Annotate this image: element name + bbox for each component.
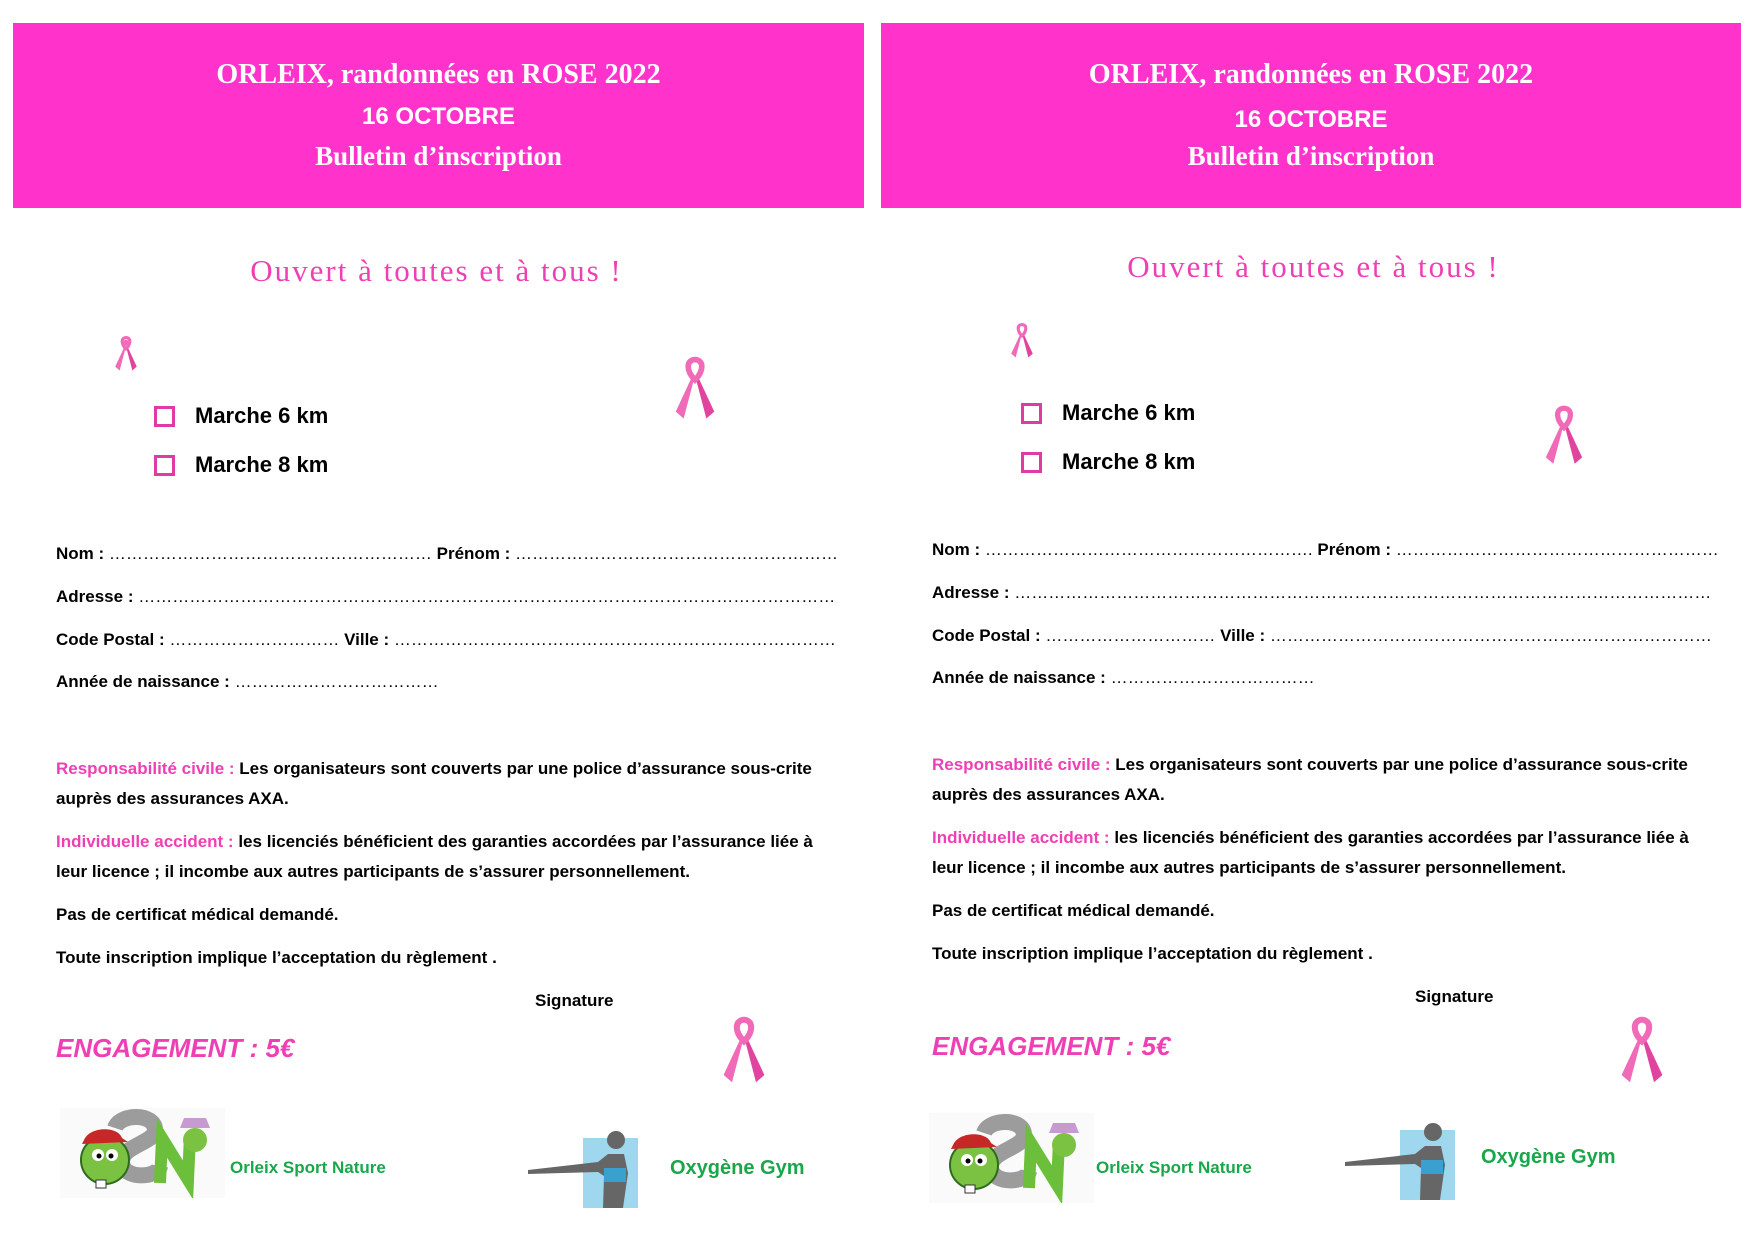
nom-label: Nom : xyxy=(932,540,981,559)
prenom-label: Prénom : xyxy=(436,544,511,563)
checkbox-icon[interactable] xyxy=(154,455,175,476)
cp-ville-row[interactable] xyxy=(932,626,1712,646)
ia-label: Individuelle accident : xyxy=(56,832,234,851)
prenom-label: Prénom : xyxy=(1317,540,1392,559)
annee-line[interactable]: ……………………………… xyxy=(1105,668,1315,687)
ville-line[interactable]: …………………………………………………………………… xyxy=(389,630,836,649)
pink-ribbon-icon xyxy=(720,1015,768,1087)
cp-ville-row[interactable] xyxy=(56,630,836,650)
club-oxygene-gym: Oxygène Gym xyxy=(1481,1146,1616,1168)
prenom-line[interactable]: ………………………………………………… xyxy=(510,544,839,563)
annee-row[interactable] xyxy=(56,672,439,692)
open-to-all-text: Ouvert à toutes et à tous ! xyxy=(1127,249,1500,284)
no-certificate-text: Pas de certificat médical demandé. xyxy=(56,905,339,924)
nom-label: Nom : xyxy=(56,544,105,563)
adresse-line[interactable]: …………………………………………………………………………………………………………… xyxy=(1009,583,1712,602)
header-banner xyxy=(13,23,864,208)
club-orleix-sport-nature: Orleix Sport Nature xyxy=(230,1158,386,1177)
nom-line[interactable]: ………………………………………………… xyxy=(104,544,432,563)
signature-label: Signature xyxy=(1415,987,1494,1006)
ville-label: Ville : xyxy=(1220,626,1266,645)
event-title: ORLEIX, randonnées en ROSE 2022 xyxy=(1088,59,1534,90)
option-marche-8km[interactable] xyxy=(1021,449,1195,475)
cp-line[interactable]: ………………………… xyxy=(1040,626,1216,645)
annee-line[interactable]: ……………………………… xyxy=(229,672,439,691)
event-date: 16 OCTOBRE xyxy=(1234,106,1388,133)
acceptance-text: Toute inscription implique l’acceptation du règlement . xyxy=(932,944,1373,963)
rc-text: Les organisateurs sont couverts par une police d’assurance sous-crite auprès des assurances AXA. xyxy=(56,759,812,808)
ia-label: Individuelle accident : xyxy=(932,828,1110,847)
checkbox-icon[interactable] xyxy=(1021,452,1042,473)
no-certificate-text: Pas de certificat médical demandé. xyxy=(932,901,1215,920)
nom-prenom-row[interactable] xyxy=(56,544,838,564)
option-label: Marche 6 km xyxy=(195,403,329,428)
option-marche-8km[interactable] xyxy=(154,452,328,478)
individuelle-accident-paragraph xyxy=(932,823,1702,883)
club-orleix-sport-nature: Orleix Sport Nature xyxy=(1096,1158,1252,1177)
adresse-row[interactable] xyxy=(932,583,1711,603)
pink-ribbon-icon xyxy=(1618,1015,1666,1087)
form-subtitle: Bulletin d’inscription xyxy=(315,141,562,171)
engagement-price: ENGAGEMENT : 5€ xyxy=(56,1033,295,1063)
checkbox-icon[interactable] xyxy=(1021,403,1042,424)
gym-silhouette-logo xyxy=(528,1128,638,1208)
event-title: ORLEIX, randonnées en ROSE 2022 xyxy=(216,59,661,90)
adresse-label: Adresse : xyxy=(932,583,1010,602)
header-banner xyxy=(881,23,1741,208)
flyer-right xyxy=(877,0,1754,1240)
osn-mascot-logo xyxy=(929,1113,1094,1203)
prenom-line[interactable]: ………………………………………………… xyxy=(1391,540,1719,559)
adresse-label: Adresse : xyxy=(56,587,134,606)
pink-ribbon-icon xyxy=(1008,322,1036,360)
option-marche-6km[interactable] xyxy=(154,403,328,429)
cp-label: Code Postal : xyxy=(932,626,1041,645)
annee-label: Année de naissance : xyxy=(932,668,1106,687)
osn-mascot-logo xyxy=(60,1108,225,1198)
pink-ribbon-icon xyxy=(1542,404,1586,468)
checkbox-icon[interactable] xyxy=(154,406,175,427)
pink-ribbon-icon xyxy=(112,335,140,373)
adresse-line[interactable]: …………………………………………………………………………………………………………… xyxy=(133,587,836,606)
option-marche-6km[interactable] xyxy=(1021,400,1195,426)
responsabilite-civile-paragraph xyxy=(932,750,1702,810)
nom-line[interactable]: …………………………………………………. xyxy=(980,540,1313,559)
ville-label: Ville : xyxy=(344,630,390,649)
rc-label: Responsabilité civile : xyxy=(932,755,1111,774)
adresse-row[interactable] xyxy=(56,587,835,607)
nom-prenom-row[interactable] xyxy=(932,540,1719,560)
event-date: 16 OCTOBRE xyxy=(362,103,515,130)
gym-silhouette-logo xyxy=(1345,1120,1455,1200)
cp-line[interactable]: ………………………… xyxy=(164,630,340,649)
ia-text: les licenciés bénéficient des garanties accordées par l’assurance liée à leur licence ; il incombe aux autres participants de s’assurer personnellement. xyxy=(932,828,1689,877)
option-label: Marche 6 km xyxy=(1062,400,1196,425)
open-to-all-text: Ouvert à toutes et à tous ! xyxy=(250,253,623,288)
acceptance-text: Toute inscription implique l’acceptation du règlement . xyxy=(56,948,497,967)
responsabilite-civile-paragraph xyxy=(56,754,826,814)
rc-text: Les organisateurs sont couverts par une police d’assurance sous-crite auprès des assurances AXA. xyxy=(932,755,1688,804)
form-subtitle: Bulletin d’inscription xyxy=(1187,141,1435,171)
ia-text: les licenciés bénéficient des garanties accordées par l’assurance liée à leur licence ; il incombe aux autres participants de s’assurer personnellement. xyxy=(56,832,813,881)
option-label: Marche 8 km xyxy=(195,452,329,477)
individuelle-accident-paragraph xyxy=(56,827,826,887)
annee-row[interactable] xyxy=(932,668,1315,688)
ville-line[interactable]: …………………………………………………………………… xyxy=(1265,626,1712,645)
engagement-price: ENGAGEMENT : 5€ xyxy=(932,1031,1171,1061)
cp-label: Code Postal : xyxy=(56,630,165,649)
option-label: Marche 8 km xyxy=(1062,449,1196,474)
club-oxygene-gym: Oxygène Gym xyxy=(670,1157,805,1179)
rc-label: Responsabilité civile : xyxy=(56,759,235,778)
signature-label: Signature xyxy=(535,991,614,1010)
annee-label: Année de naissance : xyxy=(56,672,230,691)
pink-ribbon-icon xyxy=(672,355,718,423)
